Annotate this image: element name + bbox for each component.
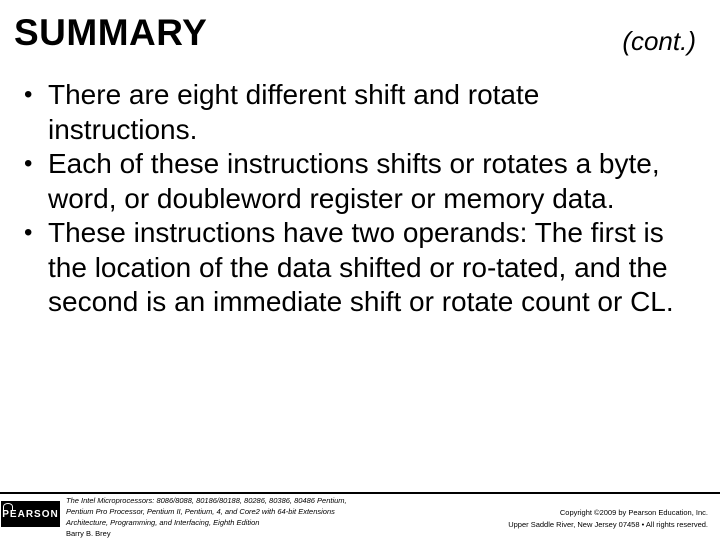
bullet-item [24,147,684,216]
book-title-line: The Intel Microprocessors: 8086/8088, 80186/80188, 80286, 80386, 80486 Pentium, [66,496,347,505]
slide-subtitle: (cont.) [622,26,696,56]
bullet-icon: • [24,219,33,246]
bullet-icon: • [24,81,33,108]
book-title-line: Pentium Pro Processor, Pentium II, Pentium, 4, and Core2 with 64-bit Extensions [66,507,335,516]
bullet-list [24,78,684,320]
bullet-text: Each of these instructions shifts or rotates a byte, word, or doubleword register or memory data. [48,148,660,214]
slide-title: SUMMARY [14,12,208,53]
pearson-logo [1,501,60,527]
bullet-icon: • [24,150,33,177]
bullet-item [24,78,684,147]
logo-arch-icon [3,503,13,510]
bullet-text: These instructions have two operands: The first is the location of the data shifted or ro-tated, and the second is an immediate shift or rotate count or CL. [48,217,674,317]
copyright-line: Copyright ©2009 by Pearson Education, Inc. [559,508,708,517]
book-citation [66,495,396,539]
bullet-text: There are eight different shift and rotate instructions. [48,79,540,145]
copyright-line: Upper Saddle River, New Jersey 07458 • All rights reserved. [508,520,708,529]
book-title-line: Architecture, Programming, and Interfacing, Eighth Edition [66,518,260,527]
book-author: Barry B. Brey [66,529,111,538]
bullet-item [24,216,684,320]
logo-text: PEARSON [2,508,59,520]
copyright-notice [508,507,708,531]
footer-divider [0,492,720,494]
